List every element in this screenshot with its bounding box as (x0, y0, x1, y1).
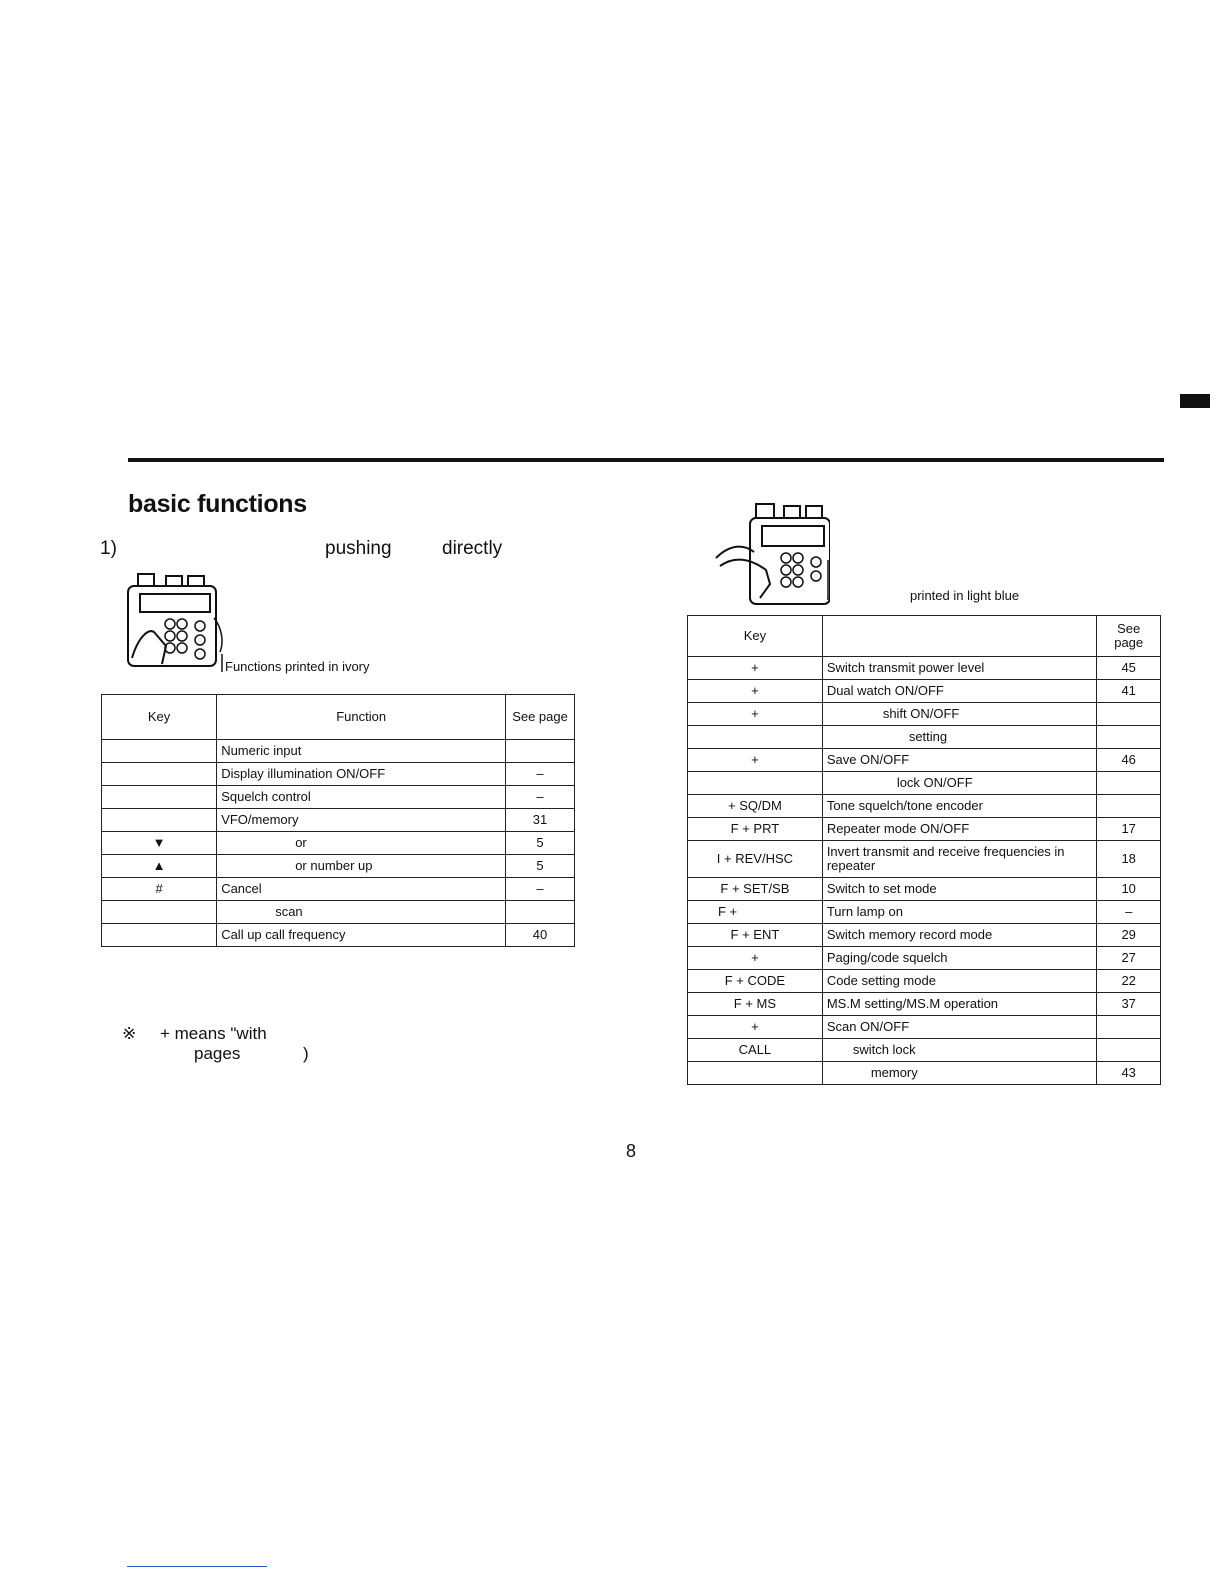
function-cell: Repeater mode ON/OFF (822, 818, 1097, 841)
table-header-row (102, 695, 575, 740)
function-cell: or (217, 832, 506, 855)
table-row (102, 740, 575, 763)
table-row (102, 924, 575, 947)
light-blue-functions-table (687, 615, 1161, 1085)
key-cell: I + REV/HSC (688, 841, 823, 878)
page-cell (1097, 795, 1161, 818)
table-row (688, 772, 1161, 795)
function-cell: lock ON/OFF (822, 772, 1097, 795)
intro-word-pushing: pushing (325, 538, 392, 559)
key-cell (102, 740, 217, 763)
header-see-page: See page (506, 695, 575, 740)
key-cell: + (688, 749, 823, 772)
page-cell: 31 (506, 809, 575, 832)
table-row (102, 809, 575, 832)
page-cell: 5 (506, 855, 575, 878)
table-row (102, 855, 575, 878)
key-cell: + SQ/DM (688, 795, 823, 818)
radio-illustration-left (118, 568, 228, 674)
function-cell: Invert transmit and receive frequencies in repeater (822, 841, 1097, 878)
function-cell: Save ON/OFF (822, 749, 1097, 772)
table-row (688, 657, 1161, 680)
function-cell: switch lock (822, 1039, 1097, 1062)
header-key: Key (102, 695, 217, 740)
function-cell: Squelch control (217, 786, 506, 809)
function-cell: Cancel (217, 878, 506, 901)
header-see-page: See page (1097, 616, 1161, 657)
function-cell: scan (217, 901, 506, 924)
table-row (688, 1062, 1161, 1085)
note-line-1: + means "with (160, 1024, 267, 1043)
header-function: Function (217, 695, 506, 740)
page-cell (1097, 772, 1161, 795)
page-cell: 10 (1097, 878, 1161, 901)
function-cell: shift ON/OFF (822, 703, 1097, 726)
page-cell (1097, 1016, 1161, 1039)
page-cell: 17 (1097, 818, 1161, 841)
key-cell: F + PRT (688, 818, 823, 841)
function-cell: setting (822, 726, 1097, 749)
key-cell: + (688, 1016, 823, 1039)
table-row (102, 832, 575, 855)
function-cell: Dual watch ON/OFF (822, 680, 1097, 703)
table-row (102, 901, 575, 924)
page-cell (1097, 703, 1161, 726)
page-cell: – (506, 786, 575, 809)
page-cell: 37 (1097, 993, 1161, 1016)
down-triangle-icon: ▼ (102, 832, 217, 855)
table-row (688, 1016, 1161, 1039)
intro-word-directly: directly (442, 538, 503, 559)
function-cell: Scan ON/OFF (822, 1016, 1097, 1039)
table-row (688, 878, 1161, 901)
page-cell (1097, 1039, 1161, 1062)
table-row (688, 947, 1161, 970)
ivory-functions-table (101, 694, 575, 947)
page-cell (506, 901, 575, 924)
page-cell: 45 (1097, 657, 1161, 680)
up-triangle-icon: ▲ (102, 855, 217, 878)
key-cell: + (688, 947, 823, 970)
page-cell: 18 (1097, 841, 1161, 878)
function-cell: or number up (217, 855, 506, 878)
caption-ivory-functions: Functions printed in ivory (225, 659, 370, 674)
table-row (688, 901, 1161, 924)
key-cell: F + CODE (688, 970, 823, 993)
table-row (688, 726, 1161, 749)
table-row (688, 795, 1161, 818)
page-cell: 46 (1097, 749, 1161, 772)
key-cell: F + (688, 901, 823, 924)
section-title: basic functions (128, 490, 307, 518)
page-cell: – (506, 763, 575, 786)
key-cell: F + MS (688, 993, 823, 1016)
table-row (688, 924, 1161, 947)
caption-light-blue-functions: printed in light blue (910, 588, 1020, 603)
function-cell: Switch transmit power level (822, 657, 1097, 680)
key-cell (102, 901, 217, 924)
key-cell: F + ENT (688, 924, 823, 947)
page-cell: 41 (1097, 680, 1161, 703)
page-cell: – (506, 878, 575, 901)
table-row (688, 703, 1161, 726)
key-cell (688, 1062, 823, 1085)
key-cell (102, 924, 217, 947)
page-cell: 22 (1097, 970, 1161, 993)
function-cell: VFO/memory (217, 809, 506, 832)
page-cell: 40 (506, 924, 575, 947)
table-row (688, 749, 1161, 772)
intro-number: 1) (100, 538, 117, 559)
page-number: 8 (626, 1141, 637, 1161)
radio-illustration-right (710, 500, 830, 608)
function-cell: Switch to set mode (822, 878, 1097, 901)
page-cell: – (1097, 901, 1161, 924)
key-cell (688, 726, 823, 749)
key-cell (102, 786, 217, 809)
page-cell: 29 (1097, 924, 1161, 947)
table-row (688, 1039, 1161, 1062)
note-line-2: pages (194, 1044, 241, 1063)
page-cell (1097, 726, 1161, 749)
function-cell: Numeric input (217, 740, 506, 763)
note-closing-paren: ) (303, 1044, 309, 1063)
key-cell (102, 809, 217, 832)
function-cell: Call up call frequency (217, 924, 506, 947)
key-cell (688, 772, 823, 795)
key-cell: + (688, 657, 823, 680)
page-cell: 5 (506, 832, 575, 855)
page-cell: 27 (1097, 947, 1161, 970)
table-row (688, 970, 1161, 993)
key-cell: CALL (688, 1039, 823, 1062)
function-cell: memory (822, 1062, 1097, 1085)
section-rule (128, 458, 1164, 462)
page-cell: 43 (1097, 1062, 1161, 1085)
edge-tab-mark (1180, 394, 1210, 408)
function-cell: MS.M setting/MS.M operation (822, 993, 1097, 1016)
footer-link-underline (127, 1566, 267, 1567)
key-cell (102, 763, 217, 786)
reference-mark-icon: ※ (122, 1024, 137, 1043)
table-row (102, 786, 575, 809)
table-row (102, 763, 575, 786)
function-cell: Code setting mode (822, 970, 1097, 993)
table-row (102, 878, 575, 901)
function-cell: Switch memory record mode (822, 924, 1097, 947)
key-cell: F + SET/SB (688, 878, 823, 901)
function-cell: Tone squelch/tone encoder (822, 795, 1097, 818)
table-row (688, 841, 1161, 878)
header-key: Key (688, 616, 823, 657)
table-row (688, 818, 1161, 841)
function-cell: Turn lamp on (822, 901, 1097, 924)
page-cell (506, 740, 575, 763)
function-cell: Paging/code squelch (822, 947, 1097, 970)
table-row (688, 993, 1161, 1016)
header-function (822, 616, 1097, 657)
table-row (688, 680, 1161, 703)
key-cell: # (102, 878, 217, 901)
key-cell: + (688, 680, 823, 703)
table-header-row (688, 616, 1161, 657)
function-cell: Display illumination ON/OFF (217, 763, 506, 786)
key-cell: + (688, 703, 823, 726)
